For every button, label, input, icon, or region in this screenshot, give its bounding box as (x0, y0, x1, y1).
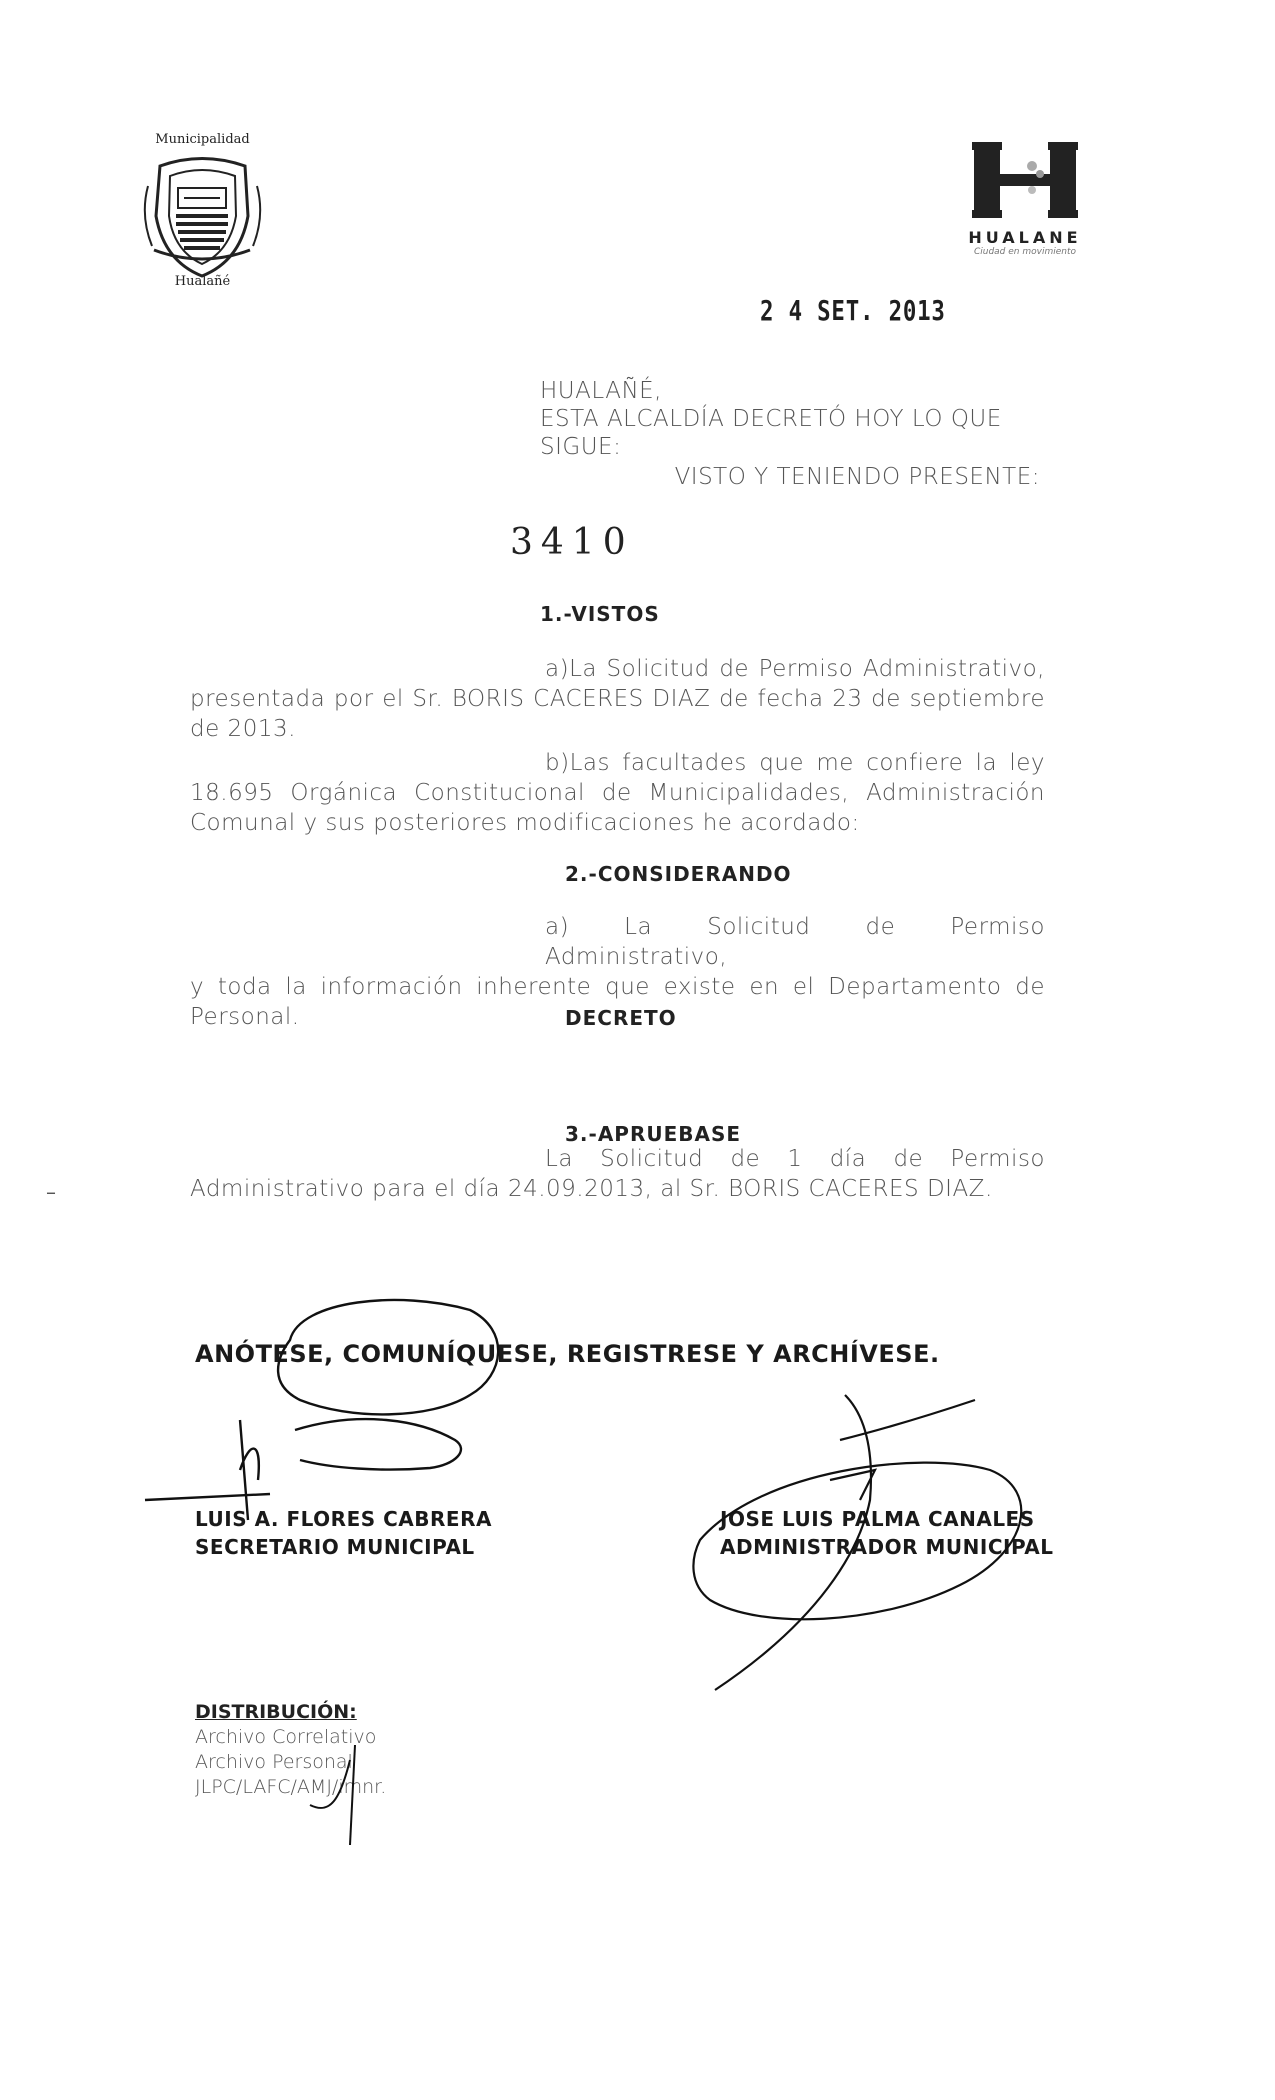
apruebase-first: La Solicitud de 1 día de Permiso (545, 1146, 1045, 1172)
vistos-a-rest: presentada por el Sr. BORIS CACERES DIAZ de fecha 23 de septiembre de 2013. (190, 686, 1045, 742)
distribution-item: Archivo Personal (195, 1751, 353, 1773)
heading-decreto: DECRETO (565, 1006, 677, 1030)
vistos-a-first: a)La Solicitud de Permiso Administrativo, (545, 656, 1045, 682)
margin-dash-icon: – (46, 1180, 56, 1204)
signature-right-icon (693, 1395, 1021, 1690)
decree-number: 3410 (510, 522, 634, 563)
intro-line-1: ESTA ALCALDÍA DECRETÓ HOY LO QUE (540, 406, 1002, 432)
place-line: HUALAÑÉ, (540, 378, 662, 404)
brand-name: HUALANE (968, 228, 1082, 247)
distribution-title: DISTRIBUCIÓN: (195, 1701, 357, 1723)
vistos-b-rest: 18.695 Orgánica Constitucional de Municipalidades, Administración Comunal y sus posteriores modificaciones he acordado: (190, 780, 1045, 836)
vistos-b-first: b)Las facultades que me confiere la ley (545, 750, 1045, 776)
considerando-a-rest: y toda la información inherente que existe en el Departamento de Personal. (190, 974, 1045, 1030)
distribution-item: JLPC/LAFC/AMJ/imnr. (195, 1776, 387, 1798)
heading-apruebase: 3.-APRUEBASE (565, 1122, 742, 1146)
signatory-title-left: SECRETARIO MUNICIPAL (195, 1535, 475, 1559)
seal-top-text: Municipalidad (155, 132, 250, 147)
signature-left-icon (145, 1300, 498, 1520)
intro-line-3: VISTO Y TENIENDO PRESENTE: (674, 464, 1040, 490)
date-stamp: 2 4 SET. 2013 (760, 294, 946, 327)
initials-mark-icon (310, 1745, 355, 1845)
apruebase-rest: Administrativo para el día 24.09.2013, al Sr. BORIS CACERES DIAZ. (190, 1176, 993, 1202)
heading-considerando: 2.-CONSIDERANDO (565, 862, 792, 886)
signatory-name-left: LUIS A. FLORES CABRERA (195, 1507, 492, 1531)
signatory-name-right: JOSE LUIS PALMA CANALES (720, 1507, 1035, 1531)
heading-vistos: 1.-VISTOS (540, 602, 660, 626)
intro-line-2: SIGUE: (540, 434, 622, 460)
seal-bottom-text: Hualañé (174, 274, 231, 289)
distribution-item: Archivo Correlativo (195, 1726, 377, 1748)
brand-slogan: Ciudad en movimiento (973, 247, 1077, 257)
signatory-title-right: ADMINISTRADOR MUNICIPAL (720, 1535, 1054, 1559)
considerando-a-first: a) La Solicitud de Permiso Administrativo, (545, 914, 1045, 970)
closing-formula: ANÓTESE, COMUNÍQUESE, REGISTRESE Y ARCHÍVESE. (195, 1340, 940, 1368)
